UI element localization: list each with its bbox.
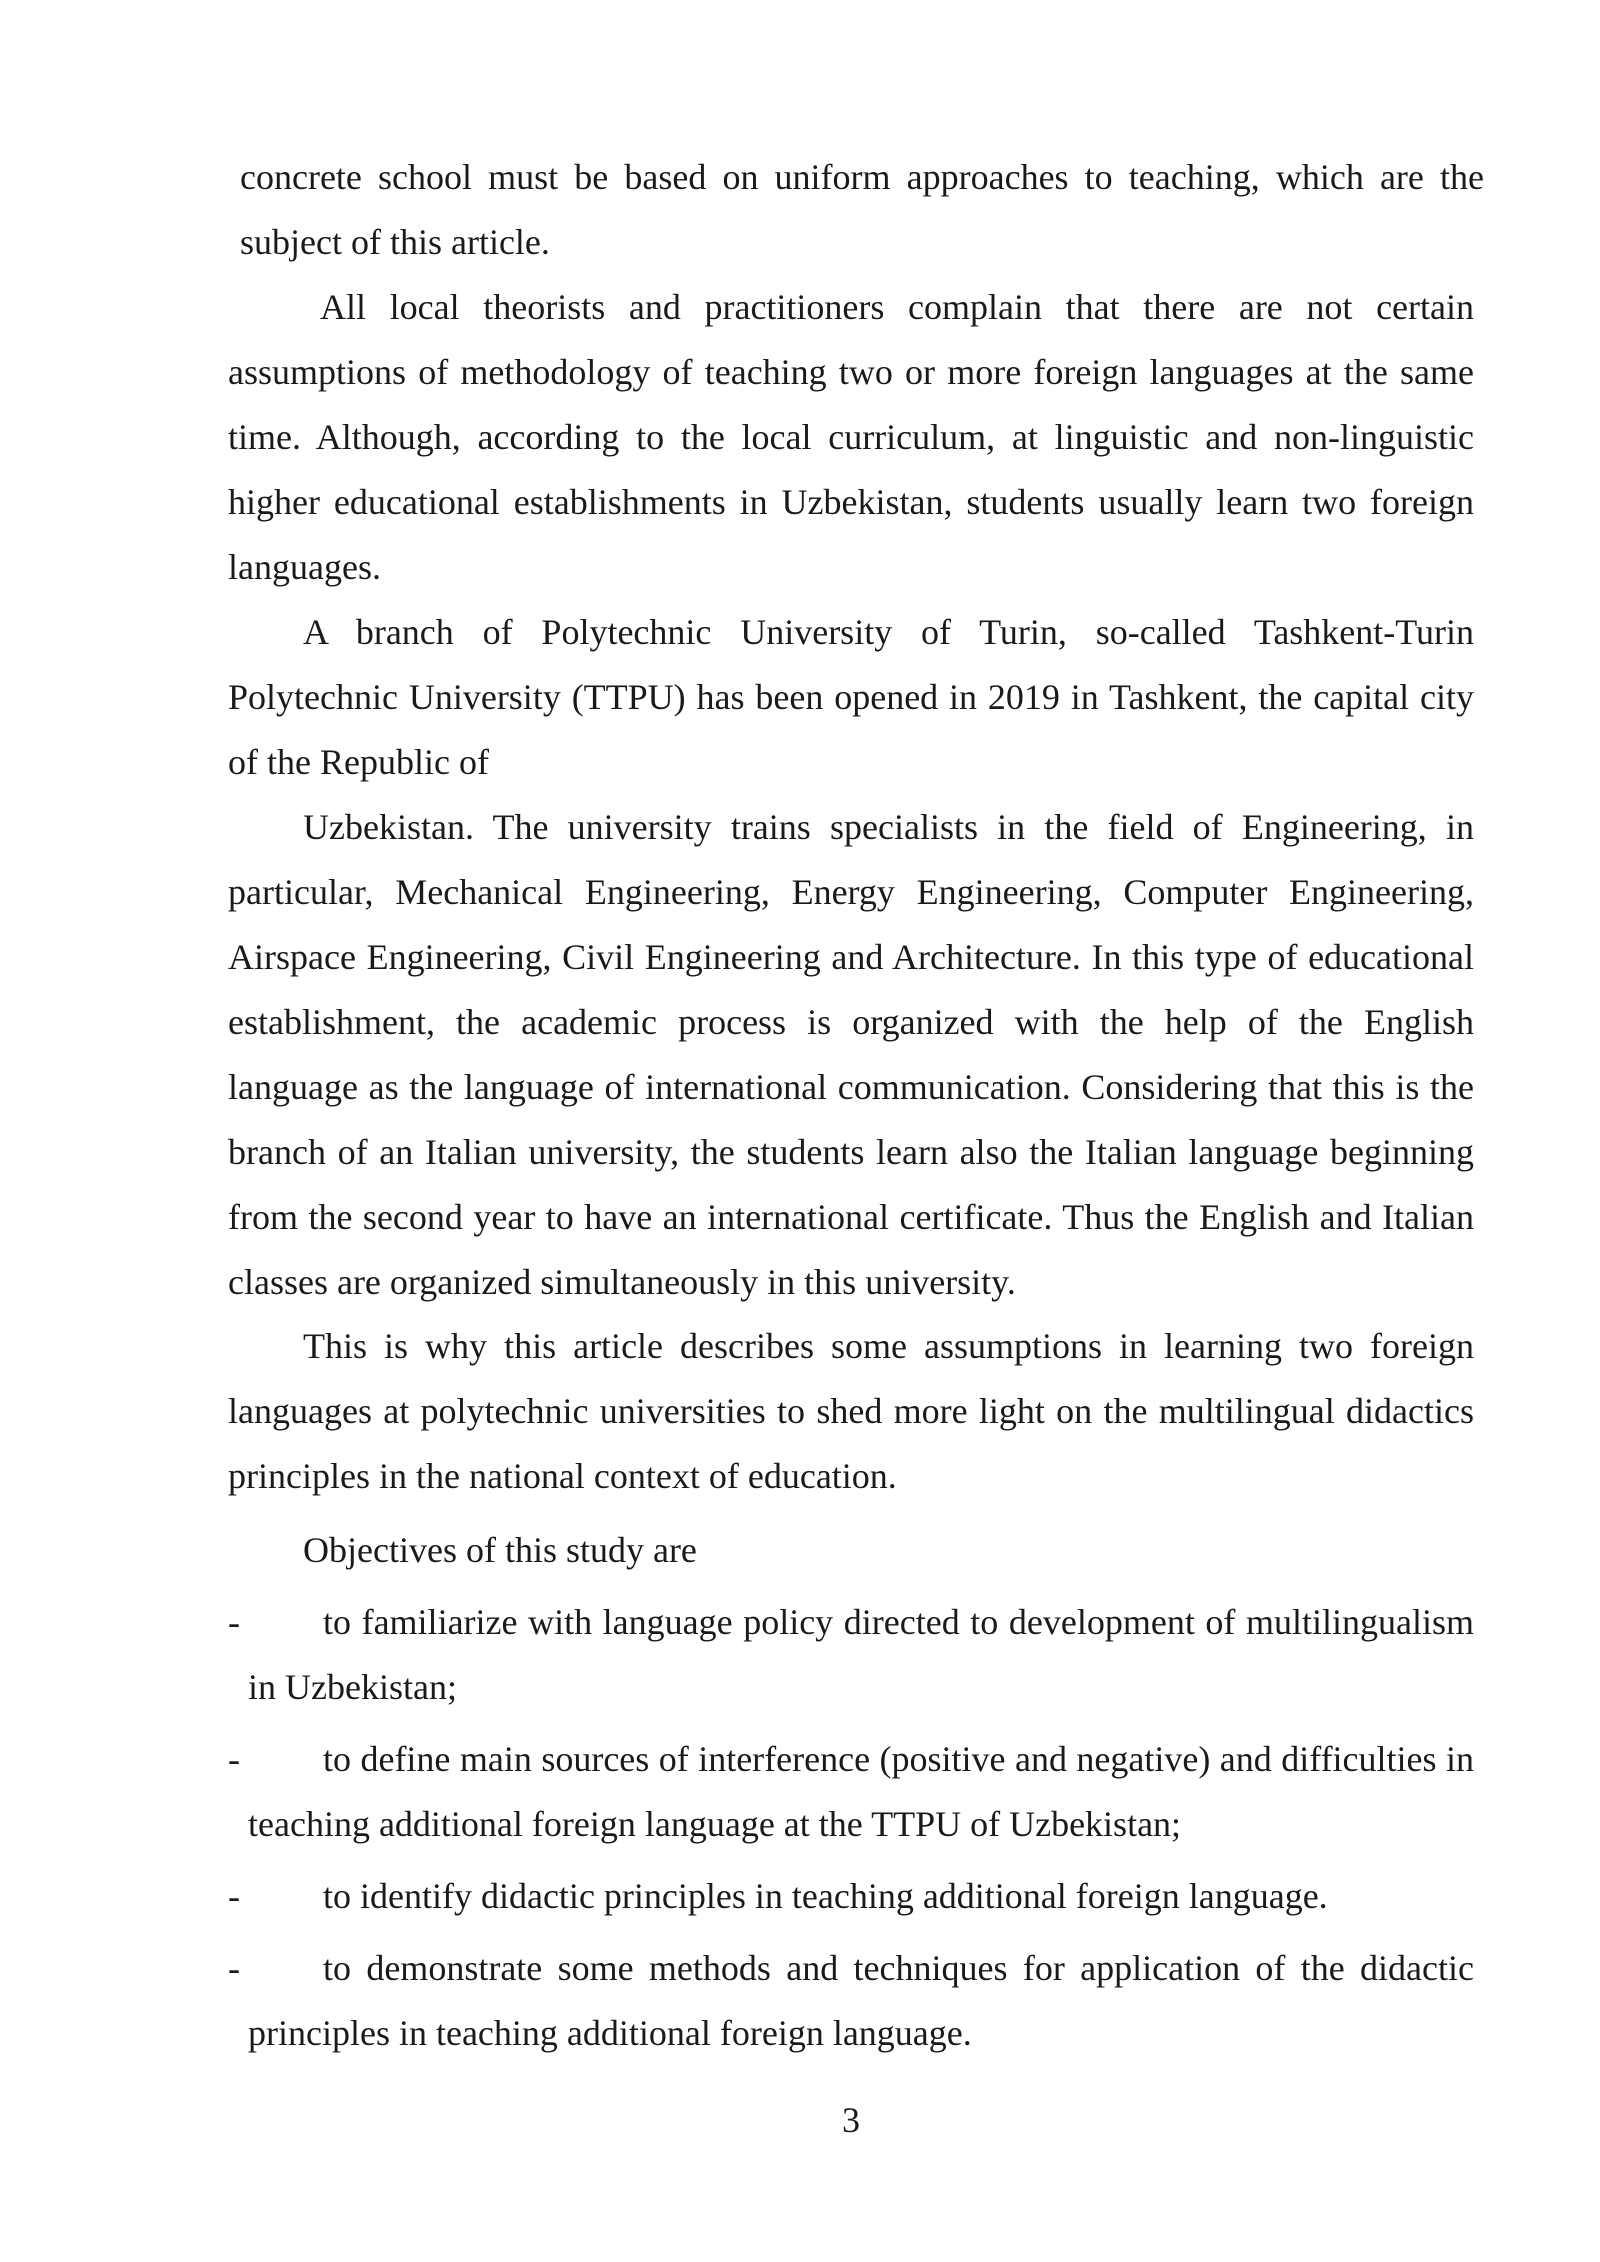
paragraph-objectives-intro: Objectives of this study are — [303, 1530, 697, 1570]
bullet-dash: - — [228, 1948, 240, 1988]
objective-list-item — [228, 1864, 1474, 1929]
bullet-dash: - — [228, 1739, 240, 1779]
objective-list-item — [228, 1727, 1474, 1857]
objective-text: to demonstrate some methods and techniques for application of the didactic principles in teaching additional foreign language. — [248, 1948, 1474, 2053]
objective-list-item — [228, 1936, 1474, 2066]
paragraph-uzbekistan: Uzbekistan. The university trains specialists in the field of Engineering, in particular, Mechanical Engineering, Energy Engineering, Computer Engineering, Airspace Engineering, Civil Engineering and Architecture. In this type of educational establishment, the academic process is organized with the help of the English language as the language of international communication. Considering that this is the branch of an Italian university, the students learn also the Italian language beginning from the second year to have an international certificate. Thus the English and Italian classes are organized simultaneously in this university. — [228, 807, 1474, 1302]
objective-text: to define main sources of interference (positive and negative) and difficulties in teaching additional foreign language at the TTPU of Uzbekistan; — [248, 1739, 1474, 1844]
bullet-dash: - — [228, 1876, 240, 1916]
page-number: 3 — [842, 2100, 860, 2140]
objective-text: to familiarize with language policy directed to development of multilingualism in Uzbekistan; — [248, 1602, 1474, 1707]
paragraph-article: This is why this article describes some assumptions in learning two foreign languages at polytechnic universities to shed more light on the multilingual didactics principles in the national context of education. — [228, 1326, 1474, 1496]
bullet-dash: - — [228, 1602, 240, 1642]
objective-list-item — [228, 1590, 1474, 1720]
objective-text: to identify didactic principles in teaching additional foreign language. — [323, 1876, 1328, 1916]
paragraph-branch: A branch of Polytechnic University of Turin, so-called Tashkent-Turin Polytechnic University (TTPU) has been opened in 2019 in Tashkent, the capital city of the Republic of — [228, 612, 1474, 782]
paragraph-intro-continuation: concrete school must be based on uniform approaches to teaching, which are the subject of this article. — [240, 157, 1484, 262]
paragraph-theorists: All local theorists and practitioners complain that there are not certain assumptions of methodology of teaching two or more foreign languages at the same time. Although, according to the local curriculum, at linguistic and non-linguistic higher educational establishments in Uzbekistan, students usually learn two foreign languages. — [228, 287, 1474, 587]
